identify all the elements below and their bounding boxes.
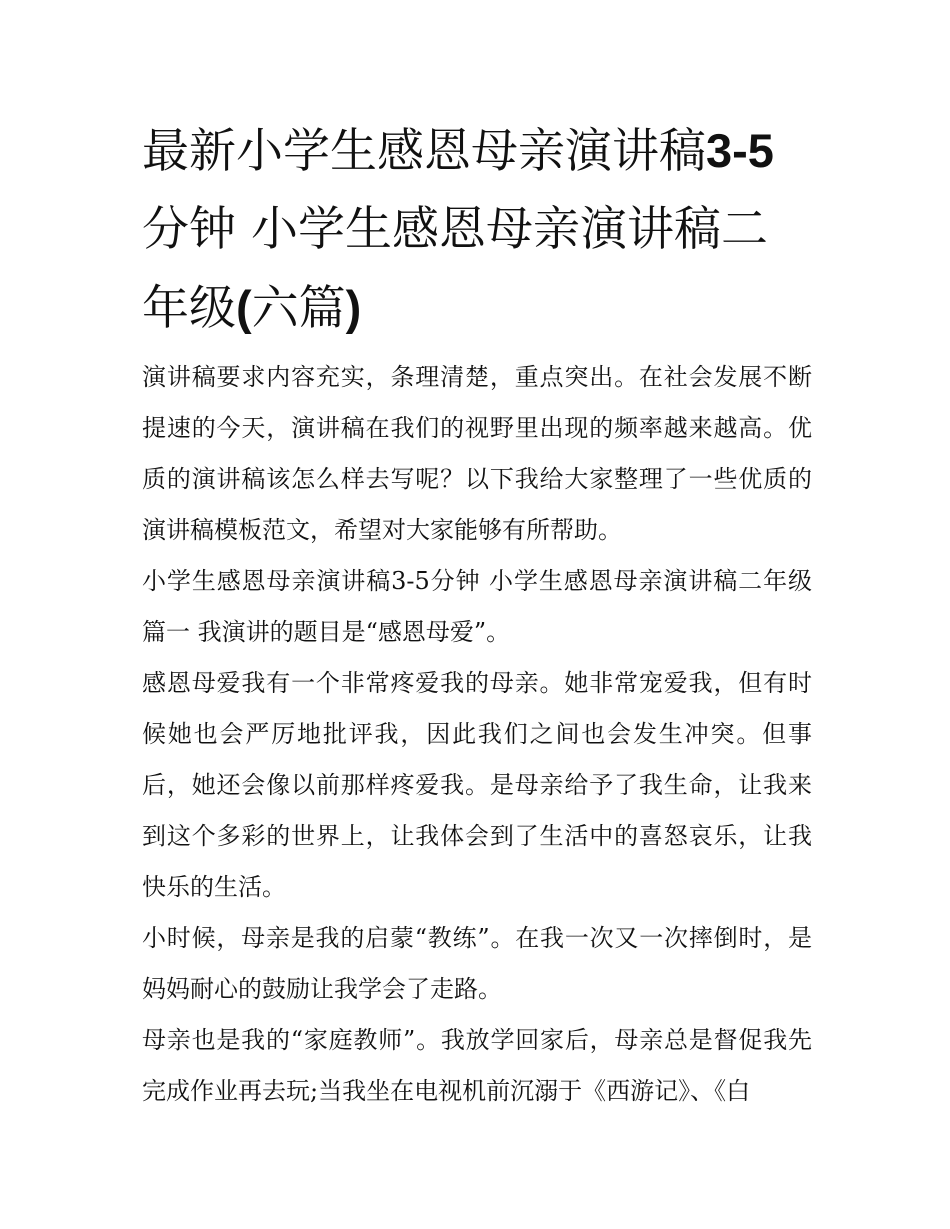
title-text-2: 3-5 bbox=[706, 124, 774, 177]
title-text-6: ) bbox=[345, 281, 362, 334]
title-text-3: 分钟 小学生感恩母亲演讲稿二年级 bbox=[142, 202, 768, 336]
title-text-1: 最新小学生感恩母亲演讲稿 bbox=[142, 124, 706, 179]
title-text-5: 六篇 bbox=[251, 281, 346, 336]
document-title bbox=[142, 112, 812, 348]
paragraph-body-2: 小时候，母亲是我的启蒙“教练”。在我一次又一次摔倒时，是妈妈耐心的鼓励让我学会了走路。 bbox=[142, 924, 812, 1003]
document-body bbox=[142, 352, 812, 1117]
document-content bbox=[142, 112, 812, 1117]
paragraph-intro: 演讲稿要求内容充实，条理清楚，重点突出。在社会发展不断提速的今天，演讲稿在我们的视野里出现的频率越来越高。优质的演讲稿该怎么样去写呢？以下我给大家整理了一些优质的演讲稿模板范文，希望对大家能够有所帮助。 bbox=[142, 363, 812, 544]
title-text-4: ( bbox=[236, 281, 252, 334]
paragraph-body-1: 感恩母爱我有一个非常疼爱我的母亲。她非常宠爱我，但有时候她也会严厉地批评我，因此我们之间也会发生冲突。但事后，她还会像以前那样疼爱我。是母亲给予了我生命，让我来到这个多彩的世界上，让我体会到了生活中的喜怒哀乐，让我快乐的生活。 bbox=[142, 669, 812, 901]
paragraph-body-3: 母亲也是我的“家庭教师”。我放学回家后，母亲总是督促我先完成作业再去玩;当我坐在电视机前沉溺于《西游记》、《白 bbox=[142, 1026, 812, 1105]
paragraph-section-heading: 小学生感恩母亲演讲稿3-5分钟 小学生感恩母亲演讲稿二年级篇一 我演讲的题目是“感恩母爱”。 bbox=[142, 567, 812, 646]
